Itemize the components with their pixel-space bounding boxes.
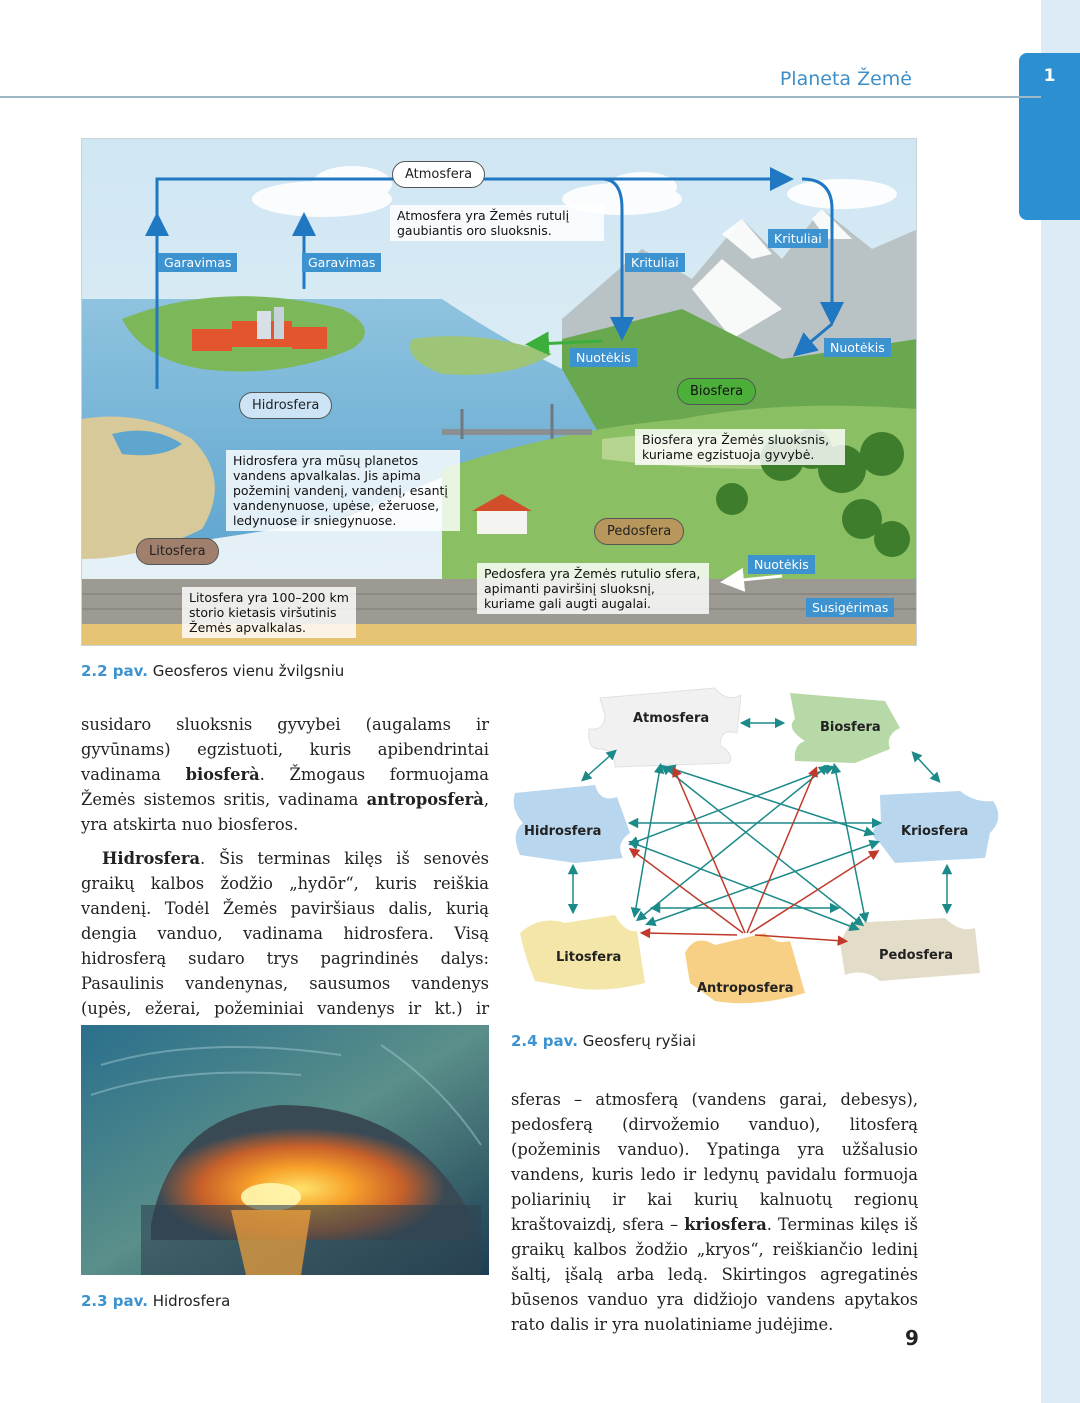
text-run: , yra atskirta nuo biosferos. [81,790,489,834]
susigerimas-label: Susigėrimas [806,598,894,617]
text-run: sferas – atmosferą (vandens garai, debesys), pedosferą (dirvožemio vanduo), litosferą (požeminis vanduo). Ypatinga yra užšalusio vandens, kuris ledo ir ledynų pavidalu formuoja poliarinių ir kai kurių kalnuotų regionų kraštovaizdį, sfera – [511,1090,918,1234]
garavimas-label-1: Garavimas [158,253,237,272]
page-number: 9 [905,1326,919,1350]
puzzle-kriosfera: Kriosfera [901,824,969,839]
body-text-left [81,712,489,1046]
wave-image [81,1025,489,1275]
puzzle-hidrosfera: Hidrosfera [524,824,602,839]
hidrosfera-label: Hidrosfera [239,392,332,419]
text-run: . Žmogaus formuojama Žemės sistemos sritis, vadinama [81,765,489,809]
puzzle-atmosfera: Atmosfera [633,711,710,726]
caption-text: Hidrosfera [152,1292,231,1310]
term-antroposfera: antroposferà [366,790,484,809]
body-text-right [511,1087,918,1337]
puzzle-pedosfera: Pedosfera [879,948,953,963]
krituliai-label-1: Krituliai [625,253,685,272]
text-run: . Terminas kilęs iš graikų kalbos žodžio „kryos“, reiškiančio ledinį šaltį, įšalą arba ledą. Skirtingos agregatinės būsenos vanduo yra didžiojo vandens apytakos rato dalis ir yra nuolatiniame judėjime. [511,1215,918,1334]
pedosfera-description: Pedosfera yra Žemės rutulio sfera, apimanti paviršinį sluoksnį, kuriame gali augti augalai. [477,563,709,614]
header-rule [0,96,1041,98]
garavimas-label-2: Garavimas [302,253,381,272]
nuotekis-label-1: Nuotėkis [570,348,637,367]
atmosfera-label: Atmosfera [392,161,485,188]
caption-number: 2.3 pav. [81,1292,148,1310]
atmosfera-description: Atmosfera yra Žemės rutulį gaubiantis oro sluoksnis. [390,205,604,241]
figure-geospheres-illustration [81,138,917,646]
litosfera-description: Litosfera yra 100–200 km storio kietasis viršutinis Žemės apvalkalas. [182,587,356,638]
hidrosfera-description: Hidrosfera yra mūsų planetos vandens apvalkalas. Jis apima požeminį vandenį, vandenį, esantį vandenynuose, upėse, ežeruose, ledynuose ir sniegynuose. [226,450,460,531]
paragraph-hidrosfera [81,846,489,1046]
puzzle-litosfera: Litosfera [556,950,622,965]
term-kriosfera: kriosfera [684,1215,767,1234]
term-biosfera: biosferà [185,765,260,784]
text-run: . Šis terminas kilęs iš senovės graikų kalbos žodžio „hydōr“, kuris reiškia vandenį. Todėl Žemės paviršiaus dalis, kurią dengia vanduo, vadinama hidrosfera. Visą hidrosferą sudaro trys pagrindinės dalys: Pasaulinis vandenynas, sausumos vandenys (upės, ežerai, požeminiai vandenys ir kt.) ir [81,849,489,1018]
biosfera-description: Biosfera yra Žemės sluoksnis, kuriame egzistuoja gyvybė. [635,429,845,465]
running-header: Planeta Žemė [779,68,912,90]
term-hidrosfera: Hidrosfera [102,849,201,868]
caption-text: Geosferų ryšiai [582,1032,696,1050]
chapter-tab [1019,53,1080,220]
nuotekis-label-2: Nuotėkis [824,338,891,357]
paragraph-biosfera [81,712,489,837]
nuotekis-label-3: Nuotėkis [748,555,815,574]
puzzle-antroposfera: Antroposfera [697,981,794,996]
figure-geosphere-relations [505,683,1005,1013]
text-run: susidaro sluoksnis gyvybei (augalams ir gyvūnams) egzistuoti, kuris apibendrintai vadinama [81,715,489,784]
biosfera-label: Biosfera [677,378,756,405]
krituliai-label-2: Krituliai [768,229,828,248]
puzzle-biosfera: Biosfera [820,720,881,735]
figure-2-3-caption [81,1292,230,1310]
figure-2-2-caption [81,662,344,680]
pedosfera-label: Pedosfera [594,518,684,545]
chapter-number: 1 [1043,66,1056,86]
caption-number: 2.2 pav. [81,662,148,680]
hydrosphere-wave-photo [81,1025,489,1275]
paragraph-kriosfera [511,1087,918,1337]
figure-2-4-caption [511,1032,696,1050]
litosfera-label: Litosfera [136,538,219,565]
caption-text: Geosferos vienu žvilgsniu [152,662,345,680]
caption-number: 2.4 pav. [511,1032,578,1050]
